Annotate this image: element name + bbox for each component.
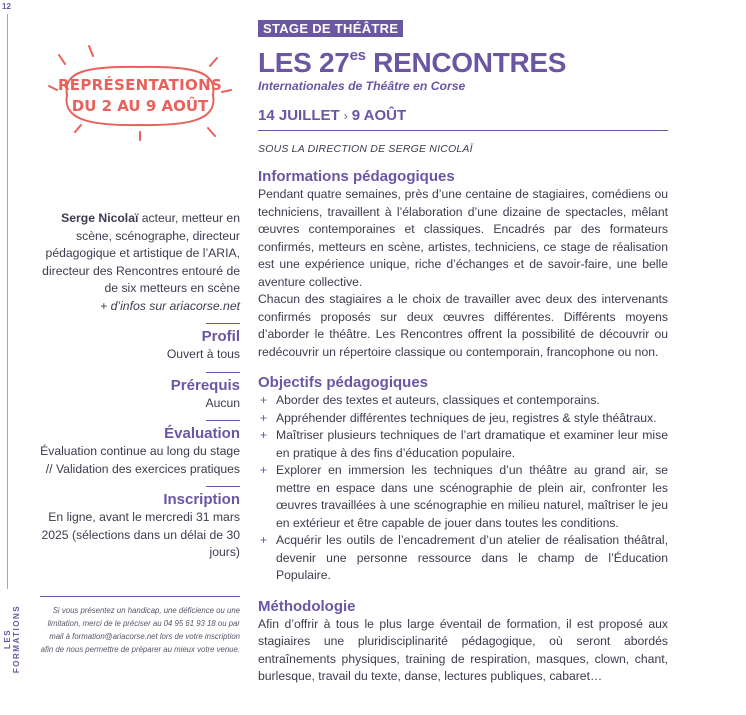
side-label: LES FORMATIONS — [3, 604, 21, 674]
title-sup: es — [349, 47, 366, 64]
divider — [206, 420, 240, 421]
category-tag: STAGE DE THÉÂTRE — [258, 20, 403, 37]
sidebar-info — [38, 210, 240, 563]
date-separator: › — [343, 109, 348, 123]
profil-body: Ouvert à tous — [166, 347, 240, 361]
prerequis-heading: Prérequis — [170, 376, 240, 394]
list-item — [258, 410, 668, 428]
divider — [206, 486, 240, 487]
page-number: 12 — [2, 2, 11, 11]
list-item-text: Acquérir les outils de l’encadrement d’un atelier de réalisation théâtral, devenir une personne ressource dans le champ de l’Éducation Populaire. — [276, 533, 668, 582]
bio-link[interactable]: + d’infos sur ariacorse.net — [100, 298, 240, 313]
page-title — [258, 41, 668, 78]
accessibility-note: Si vous présentez un handicap, une déficience ou une limitation, merci de le préciser au 04 95 61 93 18 ou par mail à formation@ariacorse.net lors de votre inscription afin de nous permettre de préparer au mieux votre venue. — [40, 606, 240, 654]
plus-icon: + — [260, 533, 268, 547]
date-range — [258, 107, 668, 131]
objectifs-heading: Objectifs pédagogiques — [258, 374, 429, 391]
list-item — [258, 532, 668, 585]
side-rule — [7, 14, 8, 589]
info-paragraph-2: Chacun des stagiaires a le choix de travailler avec deux des intervenants confirmés proposés sur deux œuvres différentes. Différents moyens d’aborder le théâtre. Les Rencontres offrent la possibilité de découvrir ou redécouvrir un répertoire classique ou contemporain, francophone ou non. — [258, 292, 668, 359]
stamp-shape — [45, 40, 235, 150]
info-heading: Informations pédagogiques — [258, 168, 455, 185]
methodologie-paragraph: Afin d’offrir à tous le plus large éventail de formation, il est proposé aux stagiaires une pluridisciplinarité pédagogique, où seront abordés entraînements physiques, training de respiration, masques, clown, chant, burlesque, travail du texte, danse, lectures publiques, cabaret… — [258, 616, 668, 683]
direction: SOUS LA DIRECTION DE SERGE NICOLAÏ — [258, 143, 473, 155]
info-paragraph-1: Pendant quatre semaines, près d’une centaine de stagiaires, comédiens ou techniciens, travaillent à l’élaboration d’une dizaine de spectacles, mêlant œuvres contemporaines et classiques. Encadrés par des formateurs confirmés, metteurs en scène, artistes, techniciens, ce stage de réalisation est une expérience unique, riche d’échanges et de savoir-faire, une belle aventure collective. — [258, 187, 668, 289]
main-content — [258, 20, 668, 686]
plus-icon: + — [260, 410, 268, 425]
list-item — [258, 462, 668, 532]
bio-text: acteur, metteur en scène, scénographe, directeur pédagogique et artistique de l’ARIA, directeur des Rencontres entouré de de six metteurs en scène — [42, 211, 240, 295]
list-item — [258, 427, 668, 462]
dates-stamp — [45, 40, 235, 150]
divider — [206, 323, 240, 324]
prerequis-body: Aucun — [205, 395, 240, 410]
profil-heading: Profil — [201, 328, 240, 345]
subtitle: Internationales de Théâtre en Corse — [258, 79, 466, 93]
list-item-text: Aborder des textes et auteurs, classiques et contemporains. — [276, 393, 600, 407]
evaluation-heading: Évaluation — [164, 425, 240, 442]
bio — [38, 210, 240, 315]
list-item-text: Maîtriser plusieurs techniques de l’art dramatique et examiner leur mise en pratique à des fins d’éducation populaire. — [276, 428, 668, 460]
list-item-text: Explorer en immersion les techniques d’un théâtre au grand air, se mettre en espace dans une scénographie de plein air, confronter les œuvres travaillées à une scénographie en milieu naturel, maîtriser le jeu en extérieur et être capable de jouer dans toutes les conditions. — [276, 463, 668, 530]
plus-icon: + — [260, 463, 268, 477]
inscription-heading: Inscription — [163, 491, 240, 508]
methodologie-heading: Méthodologie — [258, 597, 356, 615]
title-post: RENCONTRES — [365, 47, 567, 78]
note-divider — [40, 596, 240, 597]
inscription-body: En ligne, avant le mercredi 31 mars 2025 (sélections dans un délai de 30 jours) — [41, 510, 240, 559]
stamp-line-1: REPRÉSENTATIONS — [57, 76, 223, 94]
evaluation-body: Évaluation continue au long du stage // Validation des exercices pratiques — [40, 444, 240, 476]
plus-icon: + — [260, 393, 268, 407]
date-start: 14 JUILLET — [258, 107, 340, 124]
objectifs-list — [258, 392, 668, 585]
plus-icon: + — [260, 428, 268, 442]
stamp-line-2: DU 2 AU 9 AOÛT — [71, 97, 209, 115]
title-pre: LES 27 — [258, 47, 350, 78]
list-item-text: Appréhender différentes techniques de jeu, registres & style théâtraux. — [276, 410, 657, 425]
bio-name: Serge Nicolaï — [61, 211, 139, 225]
list-item — [258, 392, 668, 410]
date-end: 9 AOÛT — [351, 107, 407, 124]
divider — [206, 372, 240, 373]
